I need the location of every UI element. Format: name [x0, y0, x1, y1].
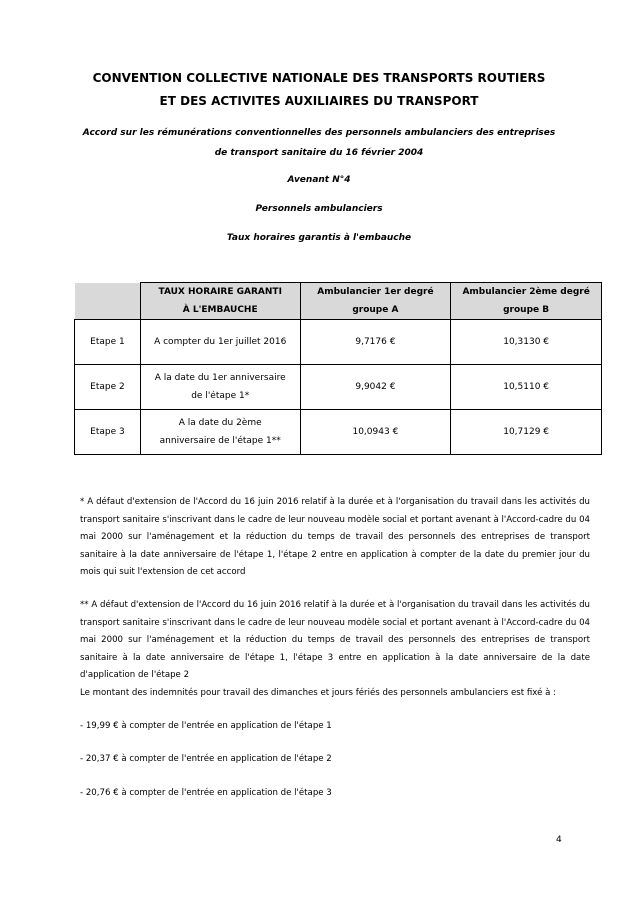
groupe-b-rate: 10,3130 € — [451, 320, 602, 365]
rates-table-header-row — [75, 283, 602, 320]
groupe-a-rate: 10,0943 € — [300, 410, 451, 455]
groupe-a-rate: 9,9042 € — [300, 365, 451, 410]
groupe-b-rate: 10,7129 € — [451, 410, 602, 455]
date-text-line2: anniversaire de l'étape 1** — [159, 436, 281, 446]
date-cell — [140, 365, 300, 410]
header-text-line2: groupe B — [503, 305, 550, 315]
etape-cell: Etape 1 — [75, 320, 141, 365]
table-row-etape-1 — [75, 320, 602, 365]
date-text-line2: de l'étape 1* — [191, 391, 250, 401]
footnote-etape-3: ** A défaut d'extension de l'Accord du 16 juin 2016 relatif à la durée et à l'organisation du travail dans les activités du transport sanitaire s'inscrivant dans le cadre de leur nouveau modèle social et portant avenant à l'Accord-cadre du 04 mai 2000 sur l'aménagement et la réduction du temps de travail des personnels des entreprises de transport sanitaire à la date anniversaire de l'étape 1, l'étape 3 entre en application à la date anniversaire de la date d'application de l'étape 2 — [80, 600, 590, 680]
header-groupe-b — [451, 283, 602, 320]
indemnite-item-etape-2: - 20,37 € à compter de l'entrée en application de l'étape 2 — [80, 754, 332, 764]
accord-subtitle-line1: Accord sur les rémunérations conventionnelles des personnels ambulanciers des entreprises — [82, 128, 556, 138]
table-row-etape-3 — [75, 410, 602, 455]
indemnite-item-etape-1: - 19,99 € à compter de l'entrée en application de l'étape 1 — [80, 721, 332, 731]
header-text-line1: TAUX HORAIRE GARANTI — [158, 287, 282, 297]
footnote-etape-2: * A défaut d'extension de l'Accord du 16 juin 2016 relatif à la durée et à l'organisation du travail dans les activités du transport sanitaire s'inscrivant dans le cadre de leur nouveau modèle social et portant avenant à l'Accord-cadre du 04 mai 2000 sur l'aménagement et la réduction du temps de travail des personnels des entreprises de transport sanitaire à la date anniversaire de l'étape 1, l'étape 2 entre en application à compter de la date du premier jour du mois qui suit l'extension de cet accord — [80, 497, 590, 577]
etape-cell: Etape 2 — [75, 365, 141, 410]
date-text-line1: A la date du 1er anniversaire — [154, 373, 286, 383]
rates-table — [74, 282, 602, 455]
indemnite-item-etape-3: - 20,76 € à compter de l'entrée en application de l'étape 3 — [80, 788, 332, 798]
header-text-line2: À L'EMBAUCHE — [182, 305, 258, 315]
header-groupe-a — [300, 283, 451, 320]
indemnites-intro: Le montant des indemnités pour travail des dimanches et jours fériés des personnels ambulanciers est fixé à : — [80, 688, 556, 698]
groupe-b-rate: 10,5110 € — [451, 365, 602, 410]
avenant-label: Avenant N°4 — [287, 175, 351, 185]
date-cell — [140, 410, 300, 455]
page-number: 4 — [556, 835, 562, 845]
date-text-line1: A compter du 1er juillet 2016 — [154, 337, 287, 347]
header-text-line2: groupe A — [352, 305, 399, 315]
table-corner-cell — [75, 283, 141, 320]
header-taux-horaire — [140, 283, 300, 320]
document-title-line2: ET DES ACTIVITES AUXILIAIRES DU TRANSPORT — [159, 94, 479, 108]
table-row-etape-2 — [75, 365, 602, 410]
taux-section-title: Taux horaires garantis à l'embauche — [226, 233, 412, 243]
groupe-a-rate: 9,7176 € — [300, 320, 451, 365]
date-cell — [140, 320, 300, 365]
header-text-line1: Ambulancier 1er degré — [317, 287, 434, 297]
date-text-line1: A la date du 2ème — [178, 418, 262, 428]
header-text-line1: Ambulancier 2ème degré — [462, 287, 590, 297]
accord-subtitle-line2: de transport sanitaire du 16 février 2004 — [214, 148, 424, 158]
document-title-line1: CONVENTION COLLECTIVE NATIONALE DES TRANSPORTS ROUTIERS — [92, 71, 546, 85]
personnel-label: Personnels ambulanciers — [255, 204, 383, 214]
etape-cell: Etape 3 — [75, 410, 141, 455]
